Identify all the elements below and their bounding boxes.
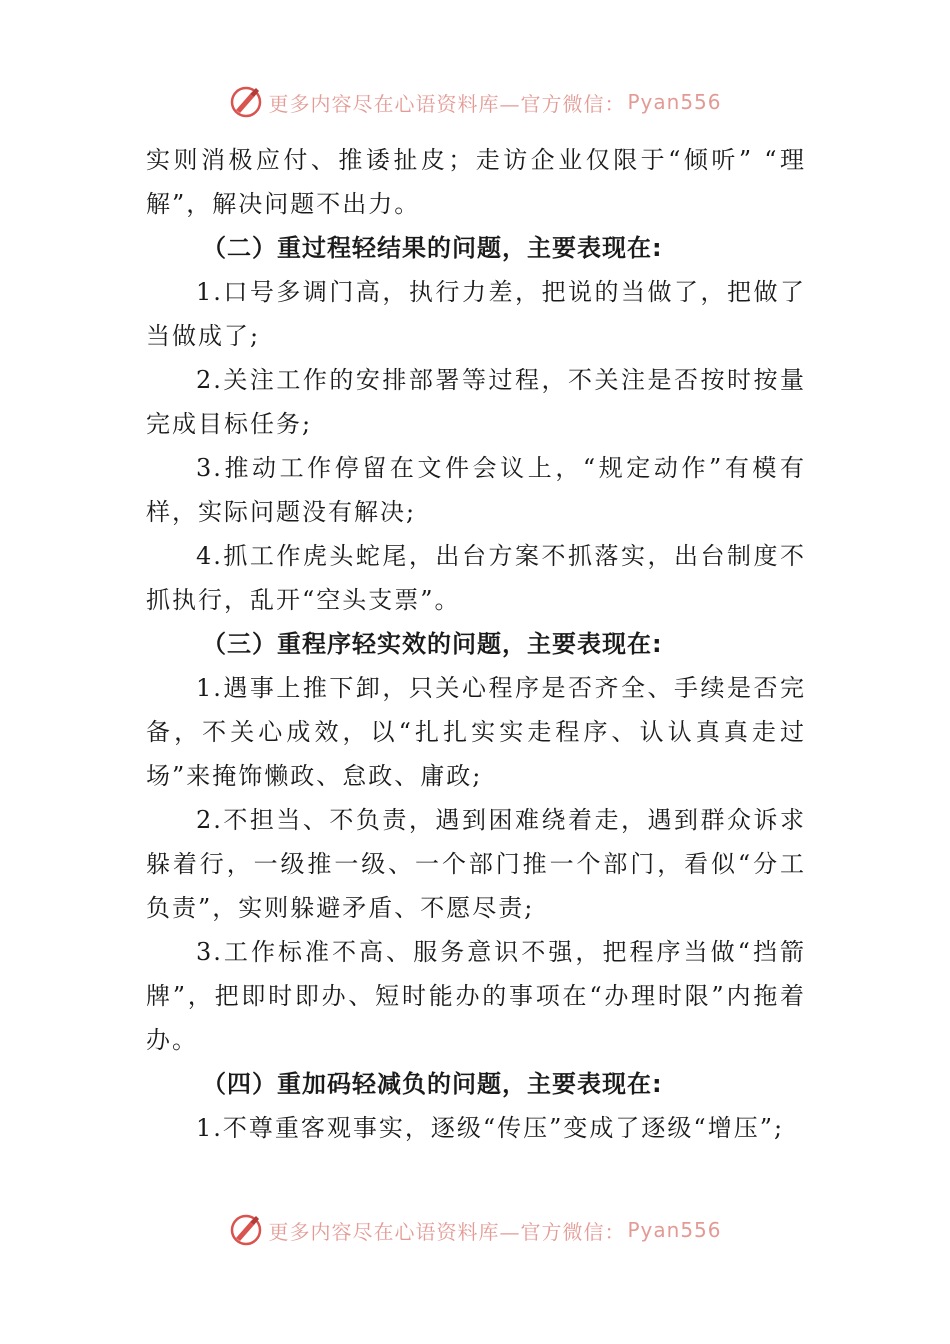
section-heading: （三）重程序轻实效的问题，主要表现在: bbox=[202, 630, 663, 658]
paragraph: 1.遇事上推下卸，只关心程序是否齐全、手续是否完备，不关心成效，以“扎扎实实走程序、认认真真走过场”来掩饰懒政、怠政、庸政; bbox=[146, 674, 806, 790]
section-heading: （四）重加码轻减负的问题，主要表现在: bbox=[202, 1070, 663, 1098]
paragraph: 1.口号多调门高，执行力差，把说的当做了，把做了当做成了; bbox=[146, 278, 806, 350]
paragraph: 3.工作标准不高、服务意识不强，把程序当做“挡箭牌”，把即时即办、短时能办的事项在“办理时限”内拖着办。 bbox=[146, 938, 806, 1054]
document-body bbox=[146, 138, 806, 1150]
paragraph: 3.推动工作停留在文件会议上，“规定动作”有模有样，实际问题没有解决; bbox=[146, 454, 806, 526]
watermark-text: 更多内容尽在心语资料库—官方微信： bbox=[268, 1219, 626, 1244]
footer-watermark bbox=[0, 1212, 950, 1248]
pen-logo-icon bbox=[228, 1212, 264, 1248]
watermark-wechat-id: Pyan556 bbox=[627, 90, 722, 114]
watermark-wechat-id: Pyan556 bbox=[627, 1218, 722, 1242]
header-watermark bbox=[0, 84, 950, 120]
paragraph: 实则消极应付、推诿扯皮；走访企业仅限于“倾听” “理解”，解决问题不出力。 bbox=[146, 146, 806, 218]
section-heading: （二）重过程轻结果的问题，主要表现在: bbox=[202, 234, 663, 262]
paragraph: 2.关注工作的安排部署等过程，不关注是否按时按量完成目标任务; bbox=[146, 366, 806, 438]
paragraph: 4.抓工作虎头蛇尾，出台方案不抓落实，出台制度不抓执行，乱开“空头支票”。 bbox=[146, 542, 806, 614]
watermark-text: 更多内容尽在心语资料库—官方微信： bbox=[268, 91, 626, 116]
paragraph: 1.不尊重客观事实，逐级“传压”变成了逐级“增压”; bbox=[196, 1114, 785, 1142]
pen-logo-icon bbox=[228, 84, 264, 120]
paragraph: 2.不担当、不负责，遇到困难绕着走，遇到群众诉求躲着行，一级推一级、一个部门推一个部门，看似“分工负责”，实则躲避矛盾、不愿尽责; bbox=[146, 806, 806, 922]
